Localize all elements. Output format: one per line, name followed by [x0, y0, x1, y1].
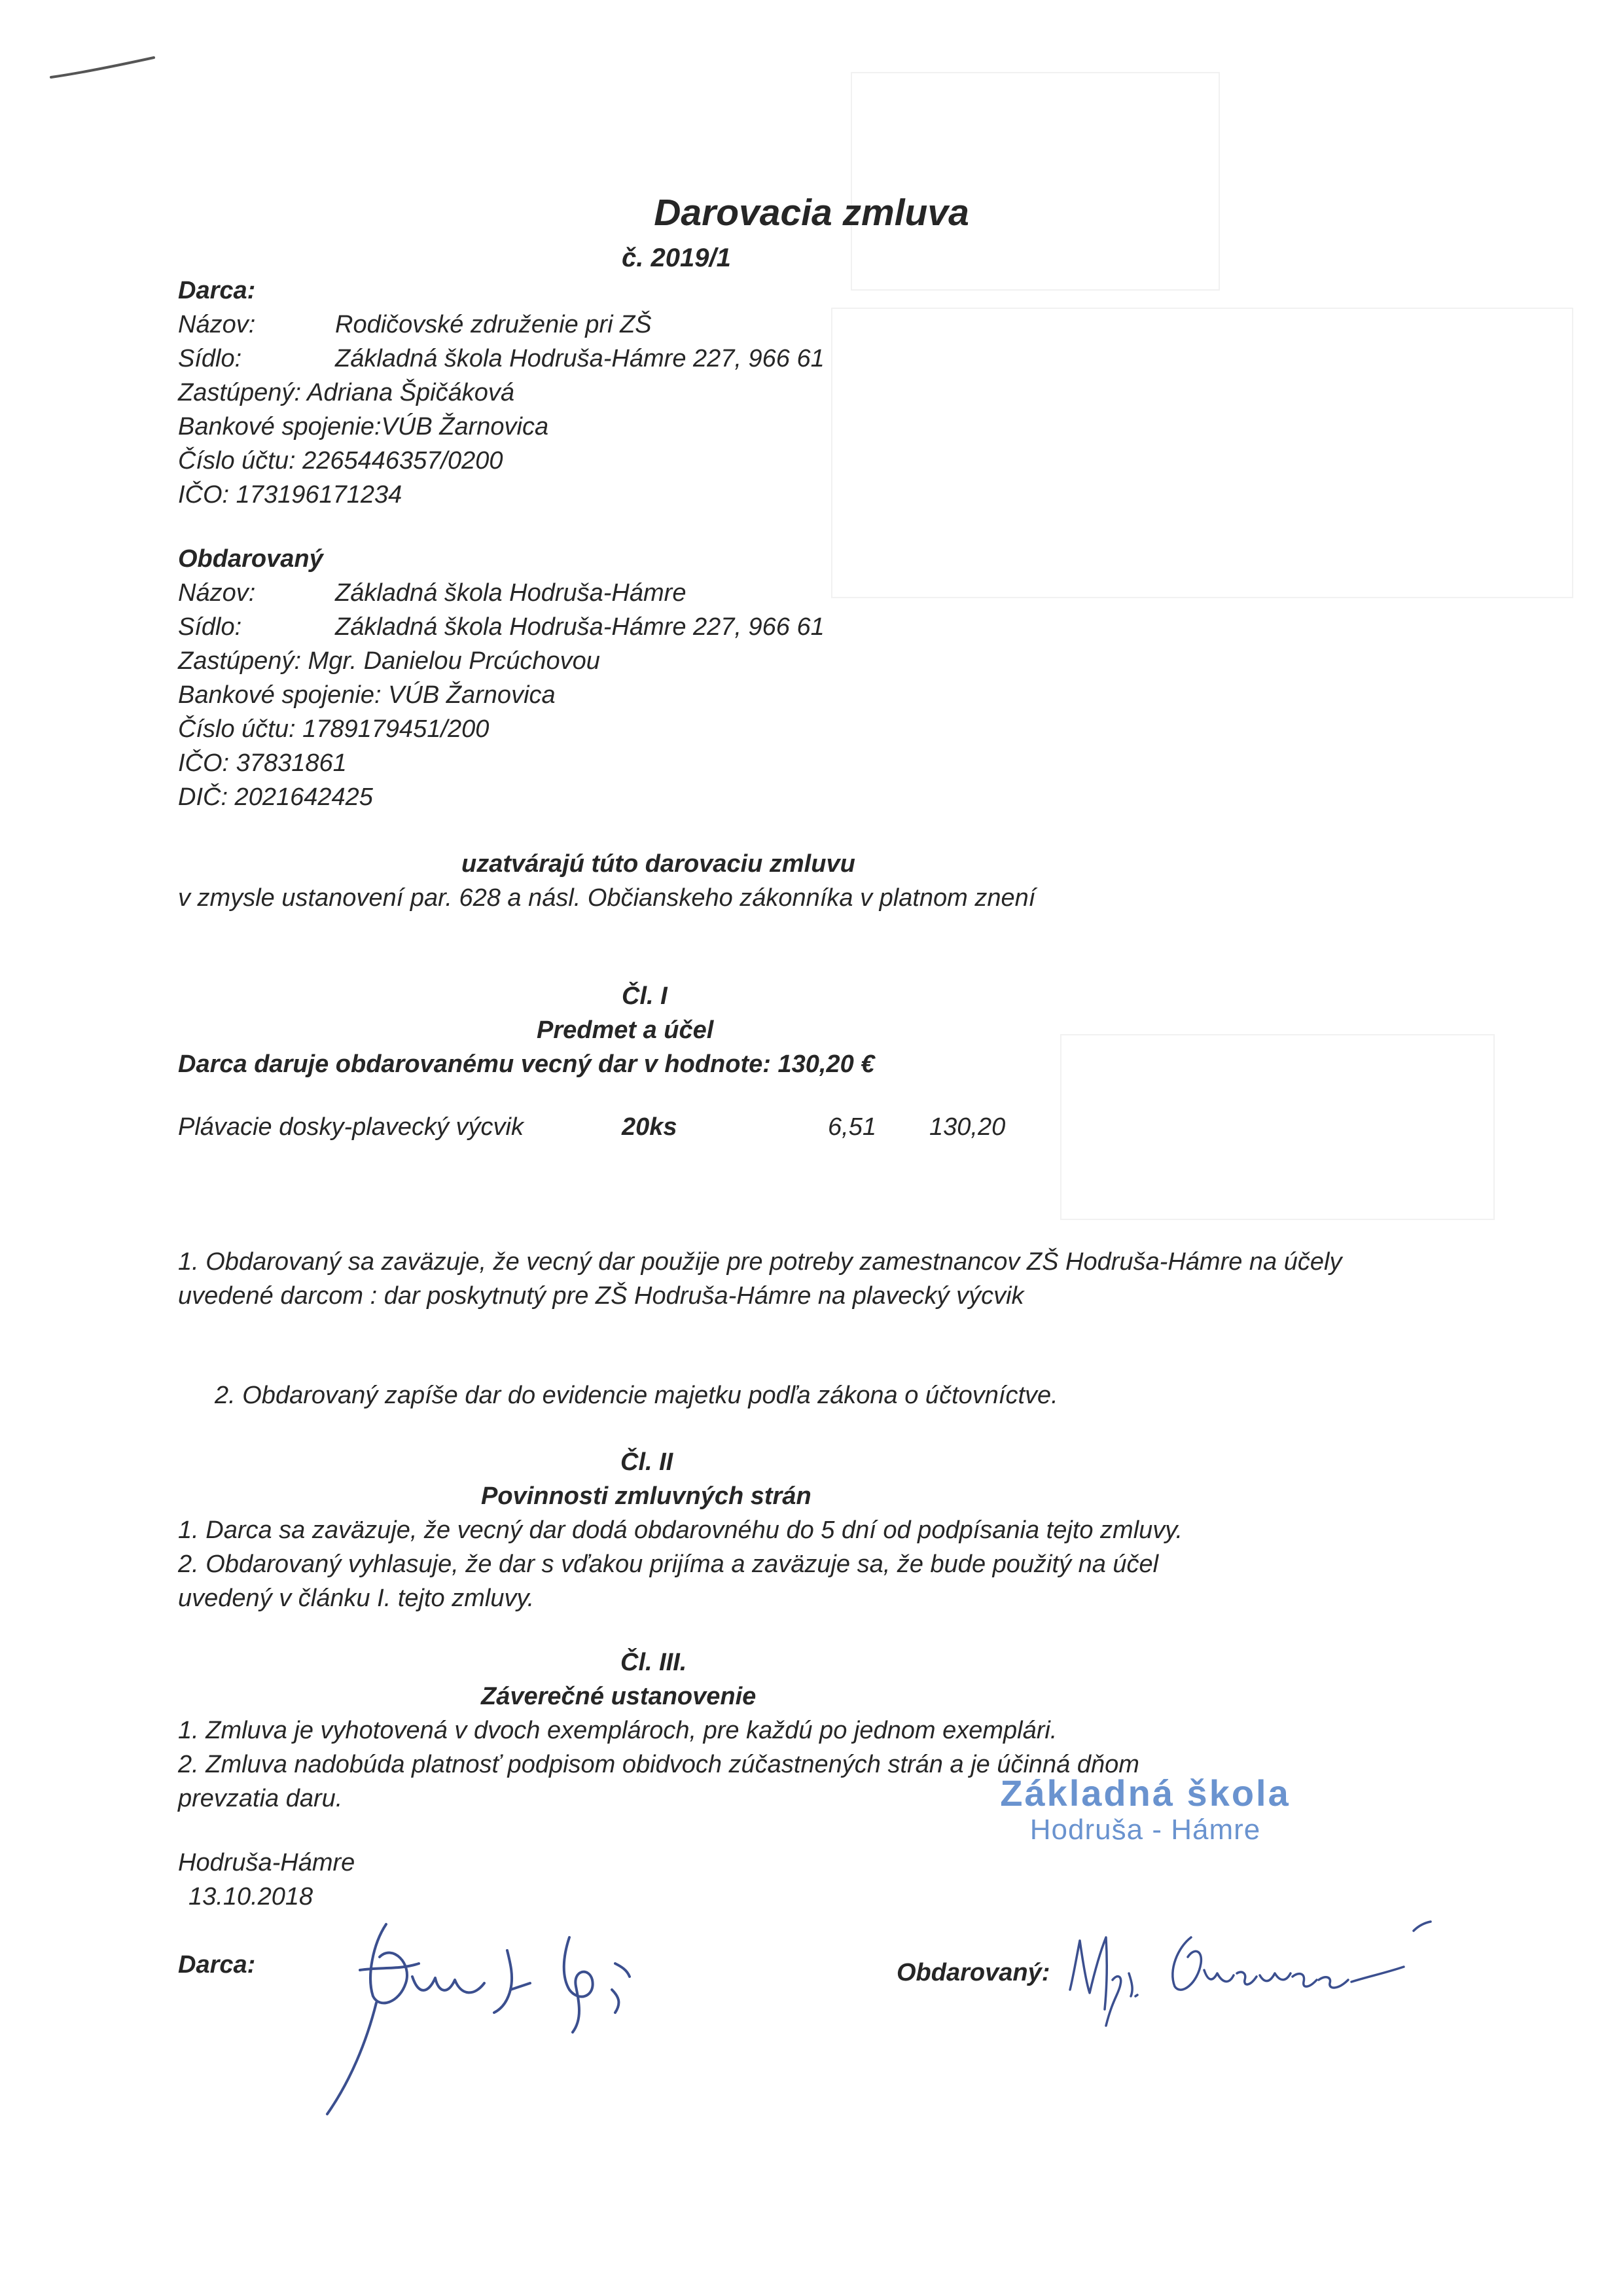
- document-title: Darovacia zmluva: [654, 192, 969, 234]
- article1-title: Predmet a účel: [537, 1016, 714, 1044]
- sidlo-value: Základná škola Hodruša-Hámre 227, 966 61: [335, 345, 825, 372]
- obdarovany-dic: DIČ: 2021642425: [178, 783, 373, 811]
- item-total: 130,20: [929, 1113, 1006, 1141]
- stamp-line2: Hodruša - Hámre: [1029, 1814, 1261, 1846]
- item-unit-price: 6,51: [828, 1113, 876, 1141]
- sidlo-value: Základná škola Hodruša-Hámre 227, 966 61: [335, 613, 825, 641]
- nazov-label: Názov:: [178, 579, 256, 607]
- darca-ico: IČO: 173196171234: [178, 481, 402, 509]
- article3-paragraph1: 1. Zmluva je vyhotovená v dvoch exemplároch, pre každú po jednom exemplári.: [178, 1717, 1058, 1744]
- stamp-line1: Základná škola: [1000, 1772, 1291, 1814]
- show-through-box: [831, 308, 1573, 598]
- obdarovany-ico: IČO: 37831861: [178, 749, 347, 777]
- article3-paragraph2-line2: prevzatia daru.: [178, 1785, 343, 1812]
- nazov-value: Rodičovské združenie pri ZŠ: [335, 311, 652, 338]
- obdarovany-nazov: [178, 576, 686, 610]
- item-name: Plávacie dosky-plavecký výcvik: [178, 1113, 524, 1141]
- intro-text: v zmysle ustanovení par. 628 a násl. Občianskeho zákonníka v platnom znení: [178, 884, 1036, 912]
- darca-zastupeny: Zastúpený: Adriana Špičáková: [178, 379, 515, 406]
- article3-title: Záverečné ustanovenie: [481, 1683, 757, 1710]
- signature-label-darca: Darca:: [178, 1951, 256, 1979]
- place: Hodruša-Hámre: [178, 1849, 355, 1876]
- darca-sidlo: [178, 342, 825, 376]
- nazov-value: Základná škola Hodruša-Hámre: [335, 579, 687, 607]
- school-stamp: [975, 1774, 1315, 1847]
- article1-paragraph2: 2. Obdarovaný zapíše dar do evidencie majetku podľa zákona o účtovníctve.: [215, 1382, 1058, 1409]
- signature-darca: [314, 1905, 681, 2127]
- signature-label-obdarovany: Obdarovaný:: [897, 1959, 1050, 1986]
- item-quantity: 20ks: [622, 1113, 677, 1141]
- pen-mark: [46, 46, 164, 85]
- show-through-box: [851, 72, 1220, 291]
- darca-nazov: [178, 308, 652, 342]
- obdarovany-heading: Obdarovaný: [178, 545, 323, 573]
- article1-paragraph1-line2: uvedené darcom : dar poskytnutý pre ZŠ Hodruša-Hámre na plavecký výcvik: [178, 1282, 1024, 1310]
- sidlo-label: Sídlo:: [178, 613, 242, 641]
- show-through-box: [1060, 1034, 1495, 1220]
- article2-title: Povinnosti zmluvných strán: [481, 1482, 812, 1510]
- article1-value-line: Darca daruje obdarovanému vecný dar v hodnote: 130,20 €: [178, 1050, 875, 1078]
- signature-obdarovany: [1060, 1911, 1466, 2042]
- obdarovany-bank: Bankové spojenie: VÚB Žarnovica: [178, 681, 556, 709]
- obdarovany-sidlo: [178, 610, 825, 644]
- article3-number: Čl. III.: [620, 1649, 687, 1676]
- obdarovany-ucet: Číslo účtu: 1789179451/200: [178, 715, 490, 743]
- darca-ucet: Číslo účtu: 2265446357/0200: [178, 447, 503, 475]
- darca-bank: Bankové spojenie:VÚB Žarnovica: [178, 413, 549, 440]
- darca-heading: Darca:: [178, 277, 256, 304]
- date: 13.10.2018: [188, 1883, 313, 1910]
- sidlo-label: Sídlo:: [178, 345, 242, 372]
- article2-number: Čl. II: [620, 1448, 673, 1476]
- intro-bold: uzatvárajú túto darovaciu zmluvu: [461, 850, 855, 878]
- article1-number: Čl. I: [622, 982, 668, 1010]
- obdarovany-zastupeny: Zastúpený: Mgr. Danielou Prcúchovou: [178, 647, 600, 675]
- document-number: č. 2019/1: [622, 243, 731, 272]
- article2-paragraph2-line2: uvedený v článku I. tejto zmluvy.: [178, 1585, 535, 1612]
- article2-paragraph1: 1. Darca sa zaväzuje, že vecný dar dodá obdarovnéhu do 5 dní od podpísania tejto zmluvy.: [178, 1516, 1183, 1544]
- article1-paragraph1-line1: 1. Obdarovaný sa zaväzuje, že vecný dar použije pre potreby zamestnancov ZŠ Hodruša-Hámre na účely: [178, 1248, 1342, 1276]
- article2-paragraph2-line1: 2. Obdarovaný vyhlasuje, že dar s vďakou prijíma a zaväzuje sa, že bude použitý na účel: [178, 1551, 1159, 1578]
- nazov-label: Názov:: [178, 311, 256, 338]
- article3-paragraph2-line1: 2. Zmluva nadobúda platnosť podpisom obidvoch zúčastnených strán a je účinná dňom: [178, 1751, 1139, 1778]
